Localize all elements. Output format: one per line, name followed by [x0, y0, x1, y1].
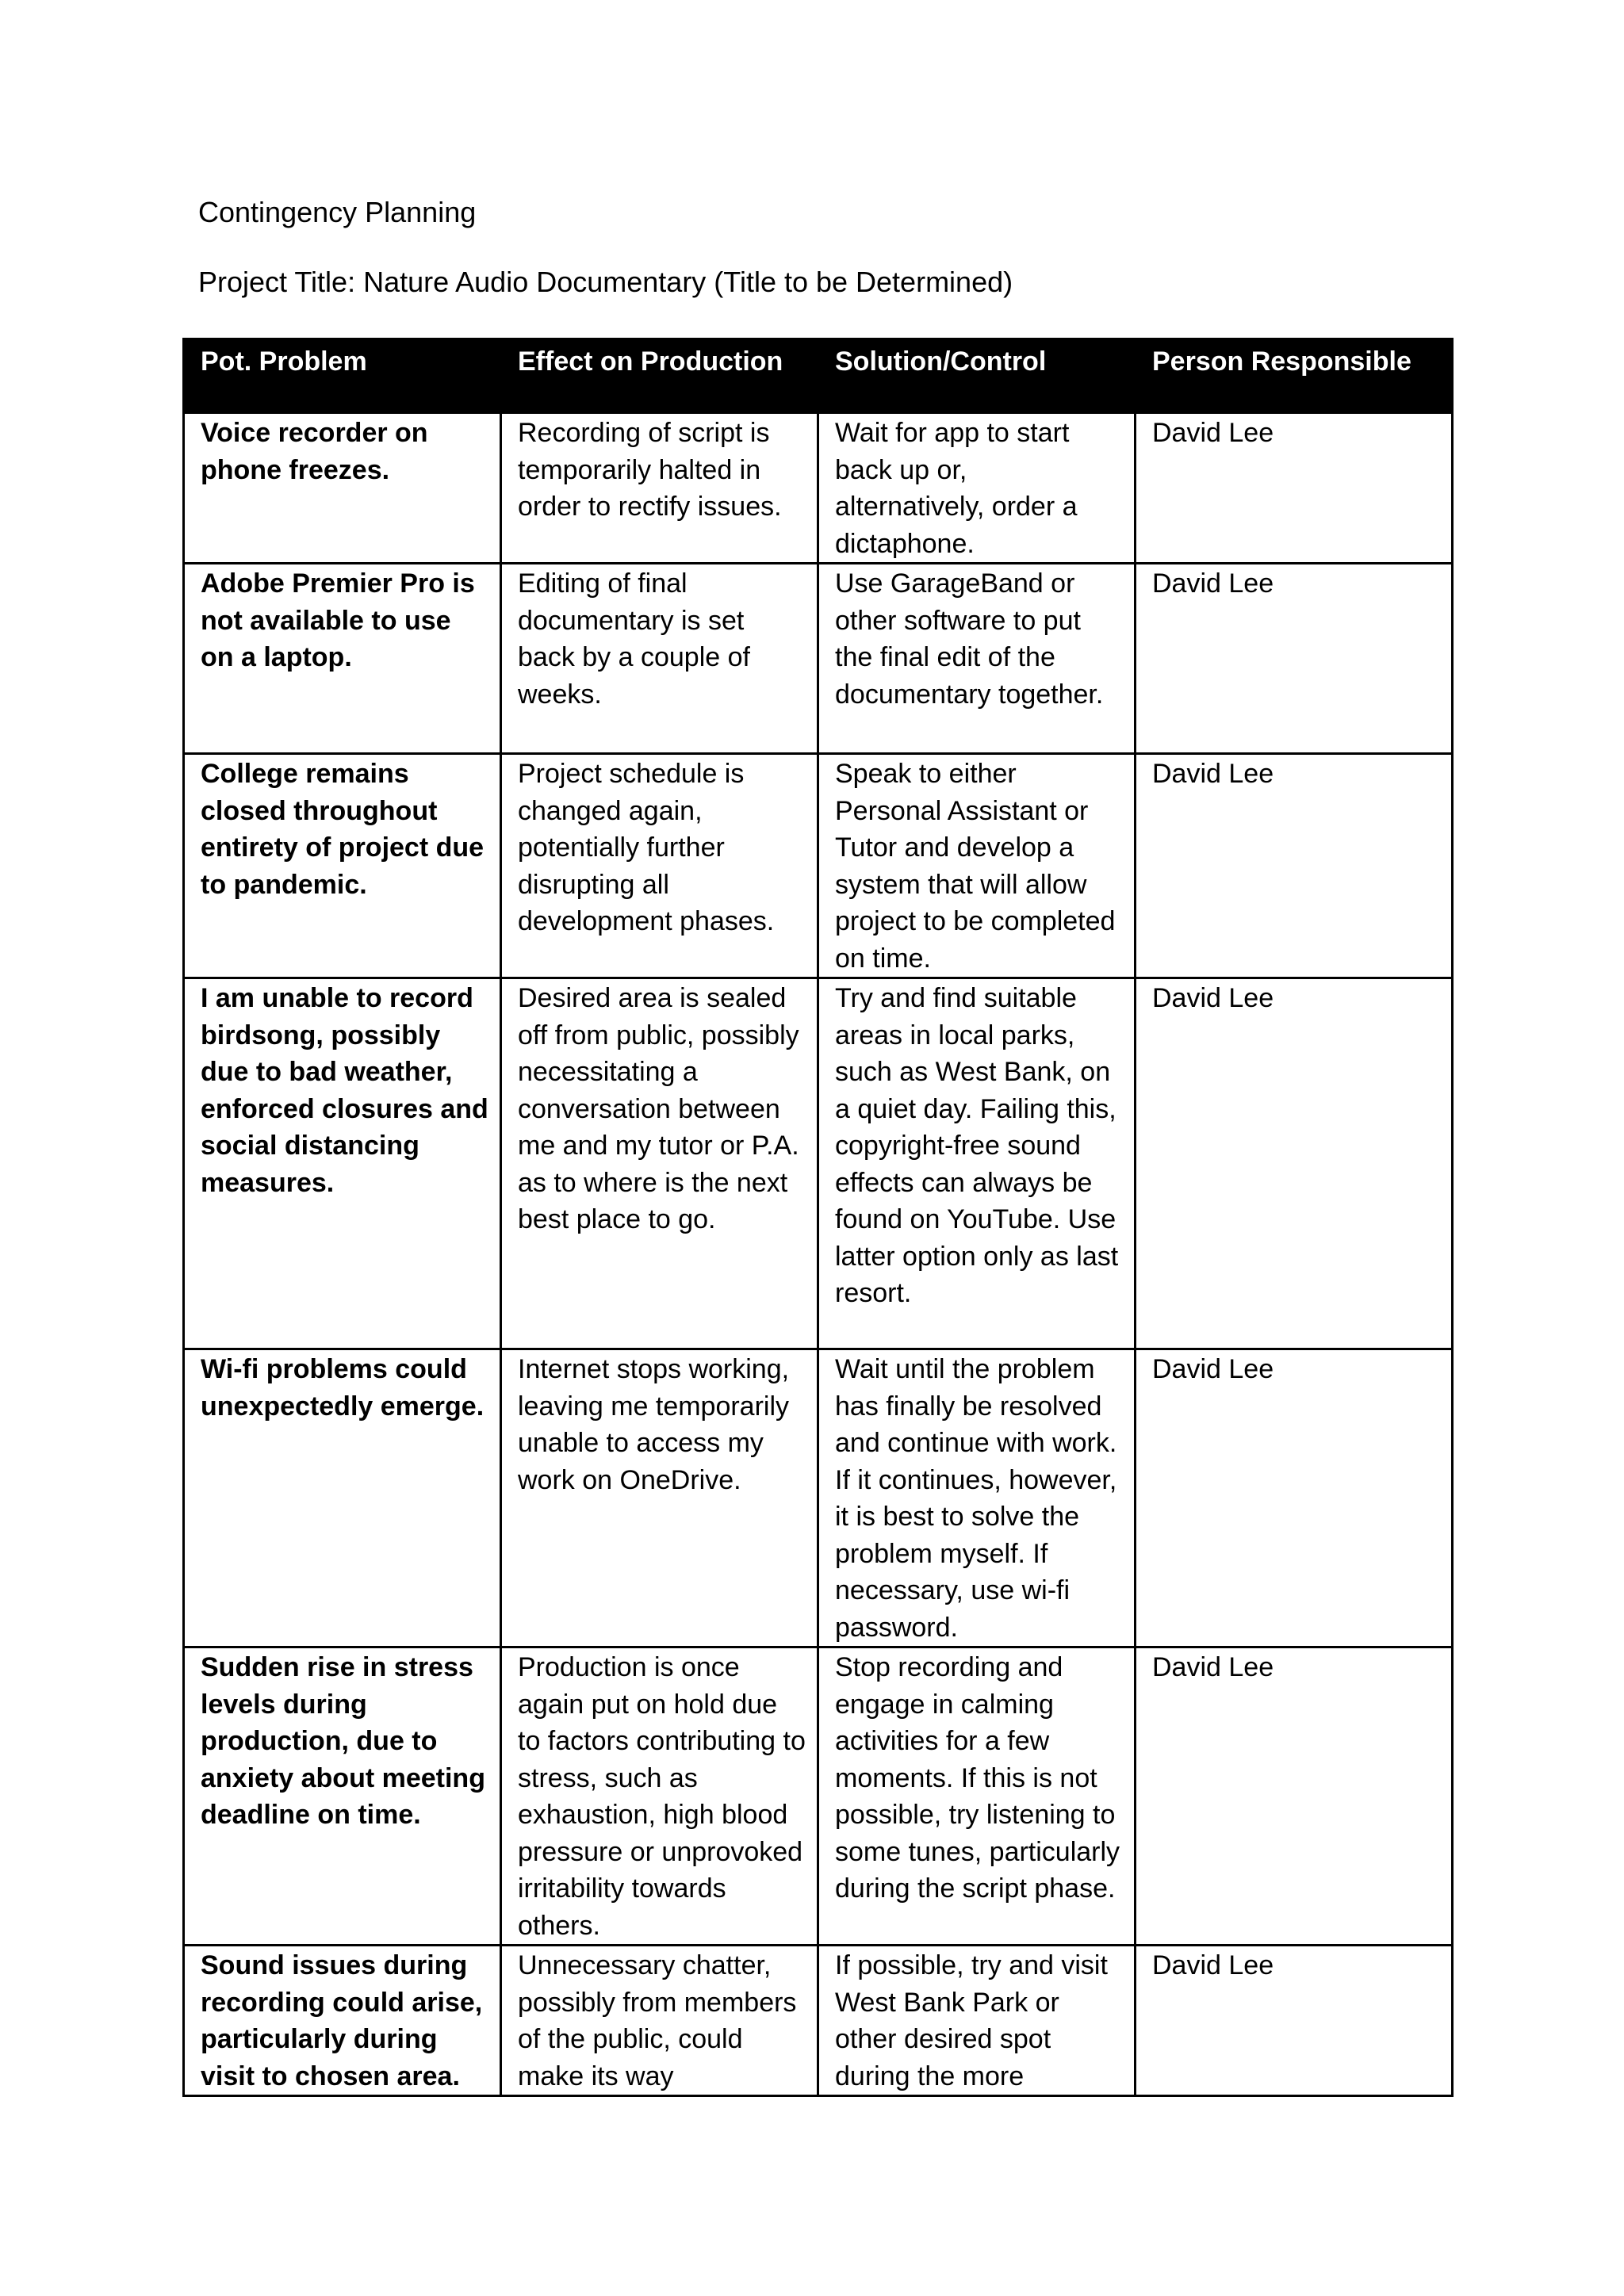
cell-problem: College remains closed throughout entirety of project due to pandemic.	[184, 754, 501, 978]
cell-solution: Use GarageBand or other software to put the final edit of the documentary together.	[818, 564, 1136, 754]
cell-solution: Wait until the problem has finally be resolved and continue with work. If it continues, however, it is best to solve the problem myself. If necessary, use wi-fi password.	[818, 1349, 1136, 1647]
cell-solution: Try and find suitable areas in local parks, such as West Bank, on a quiet day. Failing this, copyright-free sound effects can always be found on YouTube. Use latter option only as last resort.	[818, 978, 1136, 1349]
cell-solution: If possible, try and visit West Bank Park or other desired spot during the more	[818, 1946, 1136, 2096]
cell-solution: Stop recording and engage in calming activities for a few moments. If this is not possible, try listening to some tunes, particularly during the script phase.	[818, 1647, 1136, 1946]
cell-effect: Editing of final documentary is set back by a couple of weeks.	[501, 564, 818, 754]
cell-effect: Internet stops working, leaving me temporarily unable to access my work on OneDrive.	[501, 1349, 818, 1647]
cell-problem: Sudden rise in stress levels during production, due to anxiety about meeting deadline on time.	[184, 1647, 501, 1946]
header-person-responsible: Person Responsible	[1136, 339, 1453, 413]
table-row	[184, 564, 1453, 754]
cell-problem: Sound issues during recording could arise, particularly during visit to chosen area.	[184, 1946, 501, 2096]
cell-effect: Desired area is sealed off from public, possibly necessitating a conversation between me and my tutor or P.A. as to where is the next best place to go.	[501, 978, 818, 1349]
header-solution-control: Solution/Control	[818, 339, 1136, 413]
header-effect-on-production: Effect on Production	[501, 339, 818, 413]
cell-solution: Speak to either Personal Assistant or Tutor and develop a system that will allow project to be completed on time.	[818, 754, 1136, 978]
cell-person: David Lee	[1136, 1349, 1453, 1647]
table-header-row	[184, 339, 1453, 413]
cell-effect: Recording of script is temporarily halted in order to rectify issues.	[501, 413, 818, 564]
table-row	[184, 1349, 1453, 1647]
table-row	[184, 754, 1453, 978]
cell-person: David Lee	[1136, 1647, 1453, 1946]
cell-effect: Production is once again put on hold due to factors contributing to stress, such as exhaustion, high blood pressure or unprovoked irritability towards others.	[501, 1647, 818, 1946]
contingency-table	[182, 338, 1454, 2097]
cell-person: David Lee	[1136, 1946, 1453, 2096]
table-row	[184, 413, 1453, 564]
cell-problem: Adobe Premier Pro is not available to use on a laptop.	[184, 564, 501, 754]
cell-person: David Lee	[1136, 754, 1453, 978]
cell-problem: I am unable to record birdsong, possibly due to bad weather, enforced closures and social distancing measures.	[184, 978, 501, 1349]
cell-person: David Lee	[1136, 978, 1453, 1349]
cell-problem: Voice recorder on phone freezes.	[184, 413, 501, 564]
cell-effect: Unnecessary chatter, possibly from members of the public, could make its way	[501, 1946, 818, 2096]
header-pot-problem: Pot. Problem	[184, 339, 501, 413]
table-row	[184, 978, 1453, 1349]
project-title: Project Title: Nature Audio Documentary (Title to be Determined)	[198, 266, 1013, 298]
cell-solution: Wait for app to start back up or, alternatively, order a dictaphone.	[818, 413, 1136, 564]
cell-effect: Project schedule is changed again, potentially further disrupting all development phases.	[501, 754, 818, 978]
cell-person: David Lee	[1136, 413, 1453, 564]
cell-problem: Wi-fi problems could unexpectedly emerge.	[184, 1349, 501, 1647]
table-row	[184, 1946, 1453, 2096]
document-title: Contingency Planning	[198, 196, 477, 228]
table-row	[184, 1647, 1453, 1946]
cell-person: David Lee	[1136, 564, 1453, 754]
